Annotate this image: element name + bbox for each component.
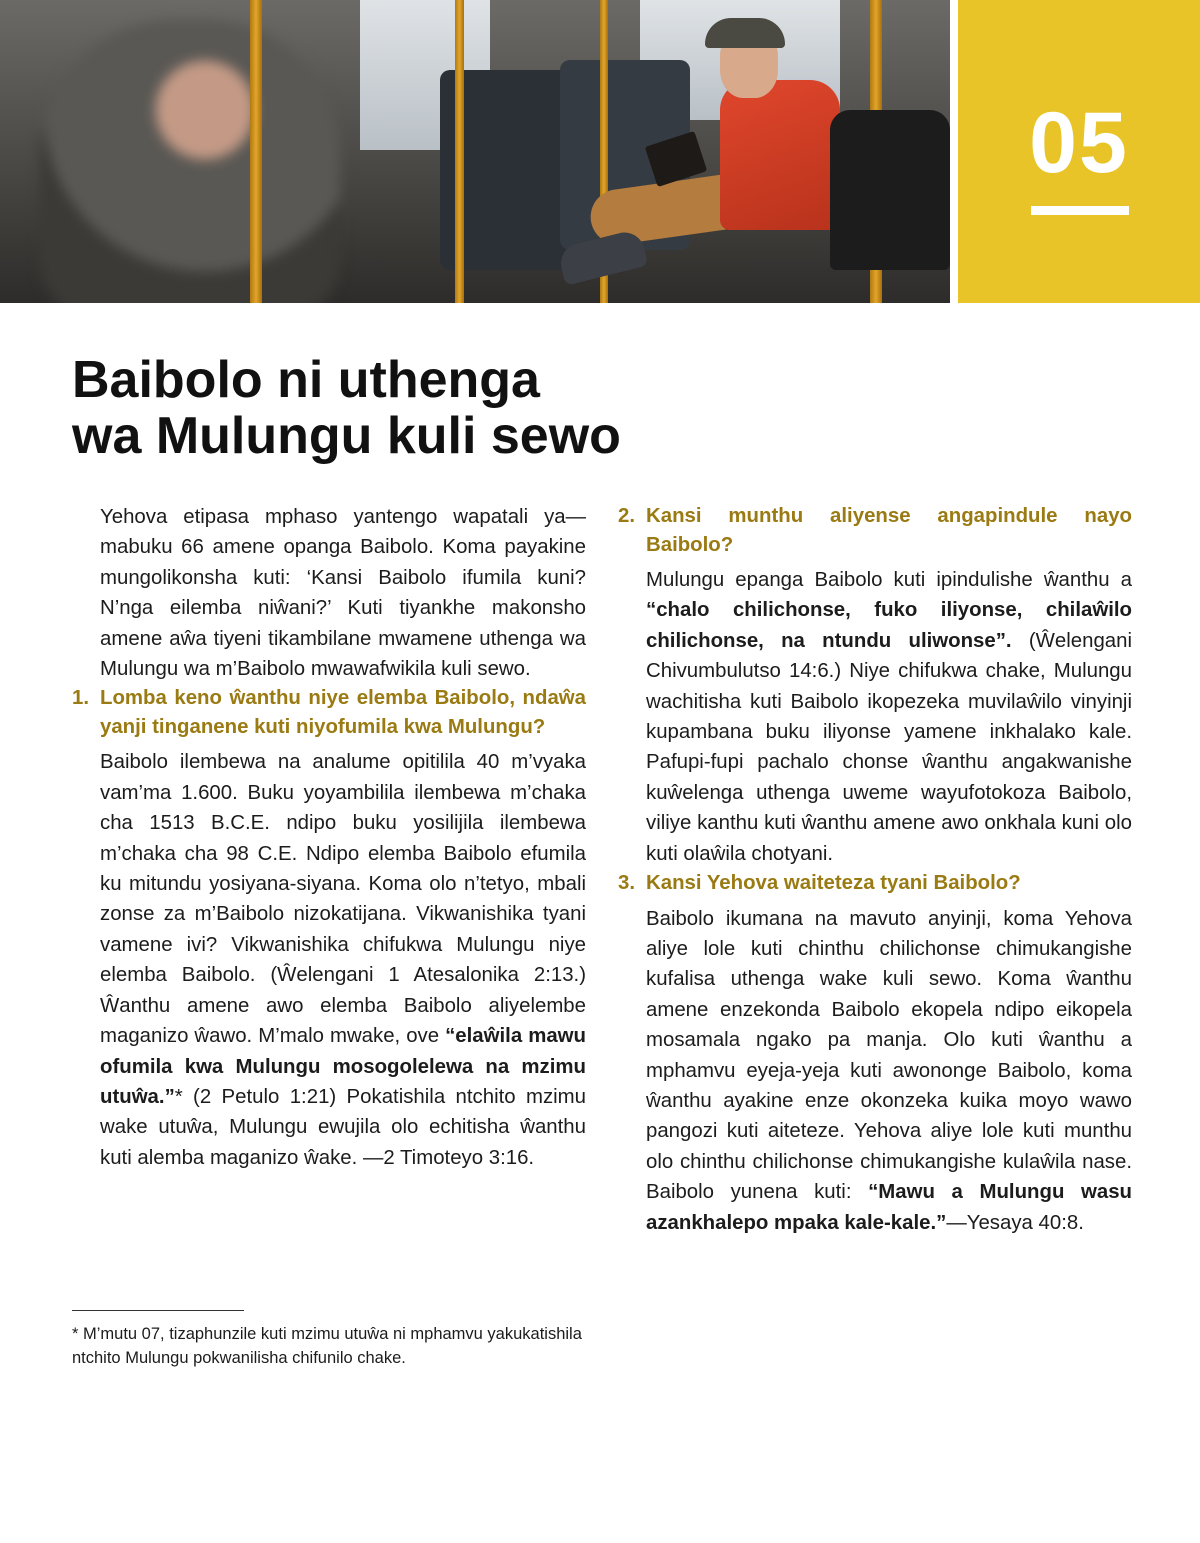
question-number: 1. (72, 687, 90, 710)
answer-3 (618, 904, 1132, 1238)
page-title (72, 352, 772, 464)
question-1 (72, 684, 586, 741)
answer-quote: “chalo chilichonse, fuko iliyonse, chilaŵilo chilichonse, na ntundu uliwonse”. (646, 599, 1132, 652)
left-column (72, 502, 586, 1173)
title-line-2: wa Mulungu kuli sewo (72, 407, 621, 465)
hero-photo (0, 0, 950, 303)
answer-text: Baibolo ilembewa na analume opitilila 40 m’vyaka vam’ma 1.600. Buku yoyambilila ilembewa m’chaka cha 1513 B.C.E. ndipo buku yosilijila ilembewa m’chaka cha 98 C.E. Ndipo elemba Baibolo efumila ku mitundu yosiyana-siyana. Koma olo n’tetyo, mbali zonse za m’Baibolo nizokatijana. Vikwanishika tyani vamene ivi? Vikwanishika chifukwa Mulungu niye elemba Baibolo. (Ŵelengani 1 Atesalonika 2:13.) Ŵanthu amene awo elemba Baibolo aliyelembe maganizo ŵawo. M’malo mwake, ove (100, 751, 586, 1048)
sleeping-passenger (40, 20, 340, 303)
question-text: Kansi Yehova waiteteza tyani Baibolo? (646, 872, 1021, 895)
chapter-underline (1031, 206, 1129, 215)
answer-text-end: (Ŵelengani Chivumbulutso 14:6.) Niye chifukwa chake, Mulungu wachitisha kuti Baibolo ikopezeka muvilaŵilo vinyinji kupambana buku iliyonse yamene inkhalako kale. Pafupi-fupi pachalo chonse ŵanthu angakwanishe kuŵelenga uthenga uweme wayufotokoza Baibolo, viliye kanthu kuti ŵanthu amene awo onkhala kuni olo kuti olaŵila chotyani. (646, 629, 1132, 865)
answer-text: Baibolo ikumana na mavuto anyinji, koma Yehova aliye lole kuti chinthu chilichonse chimukangishe kufalisa uthenga wake kuli sewo. Koma ŵanthu amene enzekonda Baibolo ekopela ndipo eikopela mosamala ngako pa manja. Olo kuti ŵanthu a mphamvu eyeja-yeja kuti awononge Baibolo, koma ŵanthu ayakine enze okonzeka kuika moyo wawo pangozi kuti aiteteze. Yehova aliye lole kuti munthu olo chinthu chilichonse chimukangishe kulaŵila nase. Baibolo yunena kuti: (646, 907, 1132, 1204)
answer-quote: “Mawu a Mulungu wasu azankhalepo mpaka kale-kale.” (646, 1181, 1132, 1234)
answer-text-end: * (2 Petulo 1:21) Pokatishila ntchito mzimu wake utuŵa, Mulungu ewujila olo echitisha ŵanthu kuti alemba maganizo ŵake. —2 Timoteyo 3:16. (100, 1085, 586, 1169)
answer-2 (618, 565, 1132, 869)
footnote: * M’mutu 07, tizaphunzile kuti mzimu utuŵa ni mphamvu yakukatishila ntchito Mulungu pokwanilisha chifunilo chake. (72, 1325, 582, 1367)
question-text: Lomba keno ŵanthu niye elemba Baibolo, ndaŵa yanji tinganene kuti niyofumila kwa Mulungu? (100, 687, 586, 738)
answer-quote: “elaŵila mawu ofumila kwa Mulungu mosogolelewa na mzimu utuŵa.” (100, 1025, 586, 1108)
bus-pole (250, 0, 262, 303)
reader-cap (705, 18, 785, 48)
title-line-1: Baibolo ni uthenga (72, 351, 540, 409)
question-number: 2. (618, 505, 636, 527)
question-3 (618, 869, 1132, 898)
answer-text-end: —Yesaya 40:8. (946, 1211, 1084, 1234)
question-text: Kansi munthu aliyense angapindule nayo Baibolo? (646, 505, 1132, 556)
reader-jacket (720, 80, 840, 230)
chapter-number: 05 (1029, 95, 1129, 191)
chapter-tab (958, 0, 1200, 303)
footnote-divider (72, 1310, 244, 1311)
question-2 (618, 502, 1132, 559)
handbag (830, 110, 950, 270)
answer-1 (72, 747, 586, 1173)
bus-pole (455, 0, 464, 303)
right-column (618, 502, 1132, 1238)
intro-paragraph: Yehova etipasa mphaso yantengo wapatali ya—mabuku 66 amene opanga Baibolo. Koma payakine mungolikonsha kuti: ‘Kansi Baibolo ifumila kuni? N’nga eilemba niŵani?’ Kuti tiyankhe makonsho amene aŵa tiyeni tikambilane mwamene uthenga wa Mulungu wa m’Baibolo mwawafwikila kuli sewo. (100, 506, 586, 681)
answer-text: Mulungu epanga Baibolo kuti ipindulishe ŵanthu a (646, 569, 1132, 591)
question-number: 3. (618, 872, 636, 895)
